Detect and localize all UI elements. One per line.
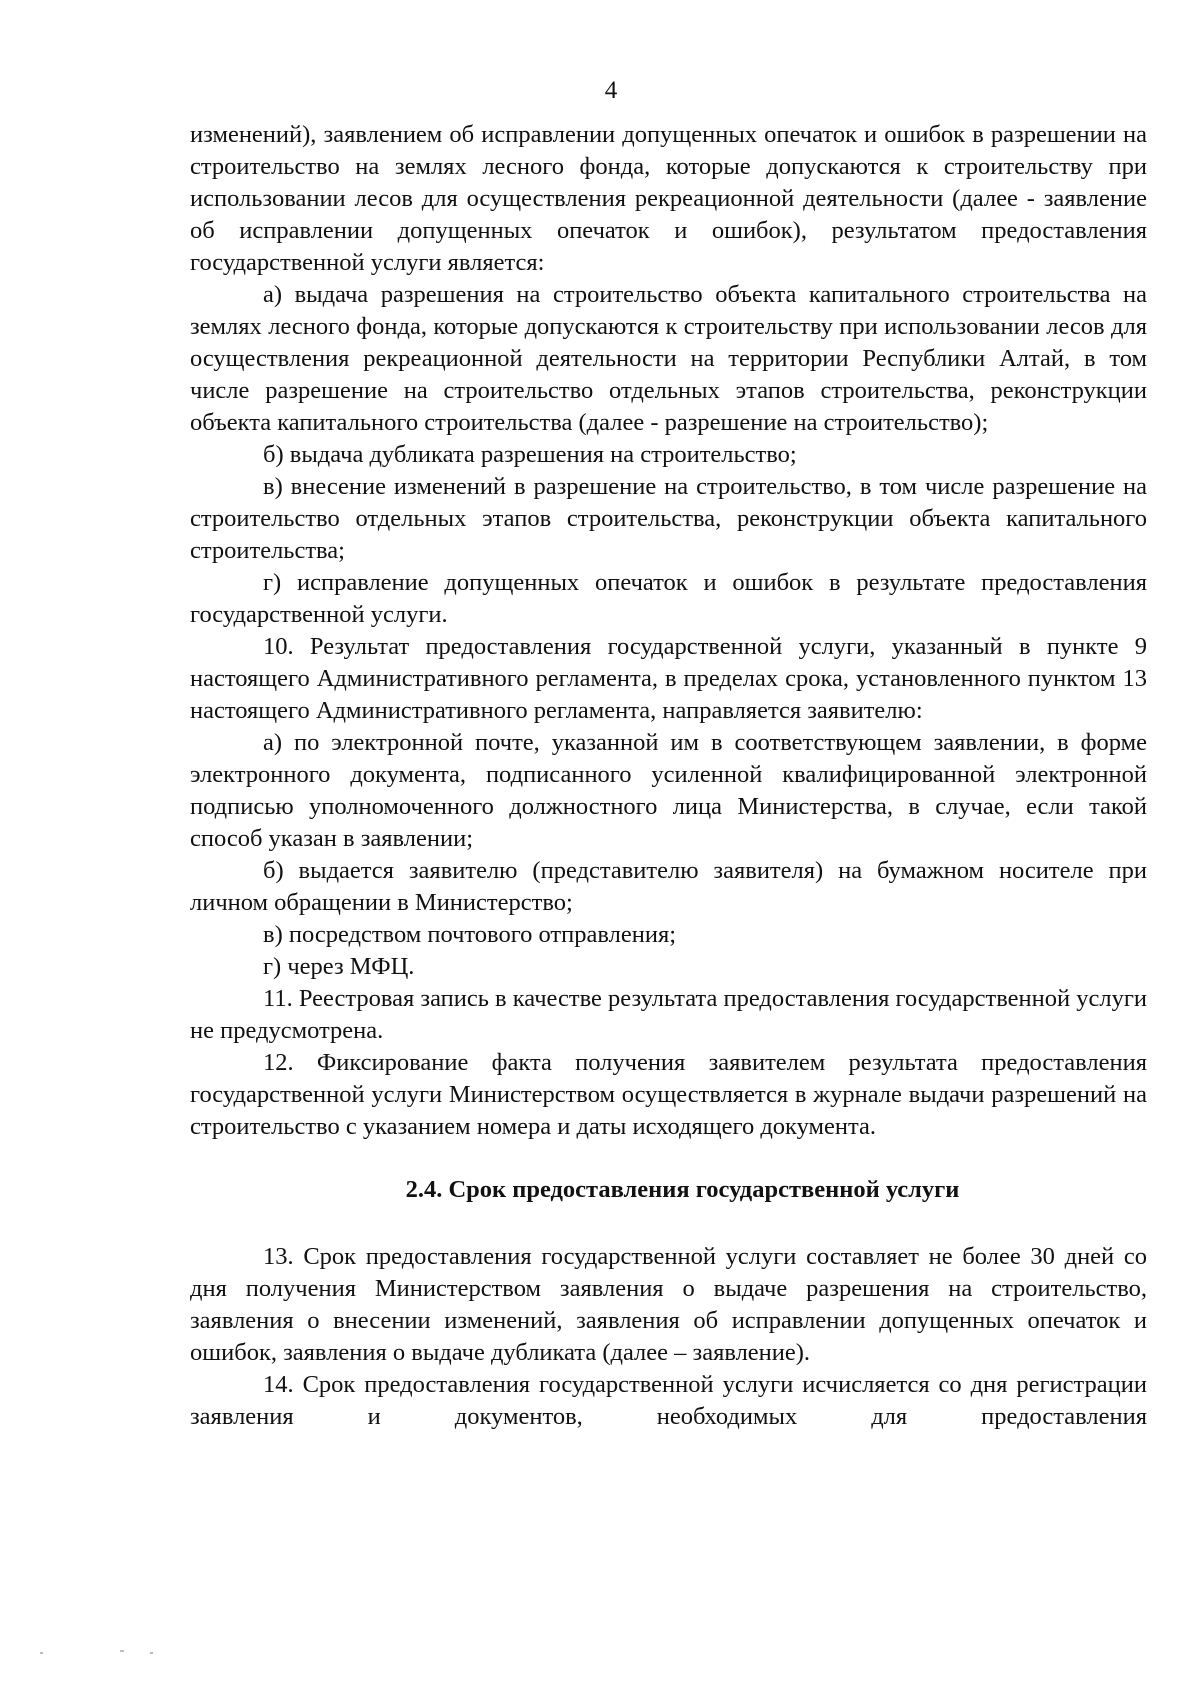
page-number: 4	[604, 77, 618, 104]
scan-dot	[150, 1652, 153, 1654]
scan-dot	[40, 1652, 43, 1654]
paragraph-10-item-b: б) выдается заявителю (представителю заявителя) на бумажном носителе при личном обращении в Министерство;	[190, 857, 1147, 916]
paragraph-12: 12. Фиксирование факта получения заявителем результата предоставления государственной услуги Министерством осуществляется в журнале выдачи разрешений на строительство с указанием номера и даты исходящего документа.	[190, 1049, 1147, 1140]
paragraph-item-g: г) исправление допущенных опечаток и ошибок в результате предоставления государственной услуги.	[190, 569, 1147, 628]
paragraph-13: 13. Срок предоставления государственной услуги составляет не более 30 дней со дня получения Министерством заявления о выдаче разрешения на строительство, заявления о внесении изменений, заявления об исправлении допущенных опечаток и ошибок, заявления о выдаче дубликата (далее – заявление).	[190, 1243, 1147, 1366]
document-body	[190, 119, 1147, 1433]
paragraph-10-item-g: г) через МФЦ.	[263, 953, 415, 980]
paragraph-item-b: б) выдача дубликата разрешения на строительство;	[263, 441, 797, 468]
paragraph-14: 14. Срок предоставления государственной услуги исчисляется со дня регистрации заявления и документов, необходимых для предоставления	[190, 1371, 1147, 1430]
paragraph-10-item-a: а) по электронной почте, указанной им в соответствующем заявлении, в форме электронного документа, подписанного усиленной квалифицированной электронной подписью уполномоченного должностного лица Министерства, в случае, если такой способ указан в заявлении;	[190, 729, 1147, 852]
paragraph-item-a: а) выдача разрешения на строительство объекта капитального строительства на землях лесного фонда, которые допускаются к строительству при использовании лесов для осуществления рекреационной деятельности на территории Республики Алтай, в том числе разрешение на строительство отдельных этапов строительства, реконструкции объекта капитального строительства (далее - разрешение на строительство);	[190, 281, 1147, 436]
paragraph-item-v: в) внесение изменений в разрешение на строительство, в том числе разрешение на строительство отдельных этапов строительства, реконструкции объекта капитального строительства;	[190, 473, 1147, 564]
paragraph-11: 11. Реестровая запись в качестве результата предоставления государственной услуги не предусмотрена.	[190, 985, 1147, 1044]
paragraph-continuation: изменений), заявлением об исправлении допущенных опечаток и ошибок в разрешении на строительство на землях лесного фонда, которые допускаются к строительству при использовании лесов для осуществления рекреационной деятельности (далее - заявление об исправлении допущенных опечаток и ошибок), результатом предоставления государственной услуги является:	[190, 121, 1147, 276]
paragraph-10: 10. Результат предоставления государственной услуги, указанный в пункте 9 настоящего Административного регламента, в пределах срока, установленного пунктом 13 настоящего Административного регламента, направляется заявителю:	[190, 633, 1147, 724]
paragraph-10-item-v: в) посредством почтового отправления;	[263, 921, 677, 948]
section-heading: 2.4. Срок предоставления государственной услуги	[405, 1176, 960, 1203]
scan-dot	[120, 1650, 124, 1652]
